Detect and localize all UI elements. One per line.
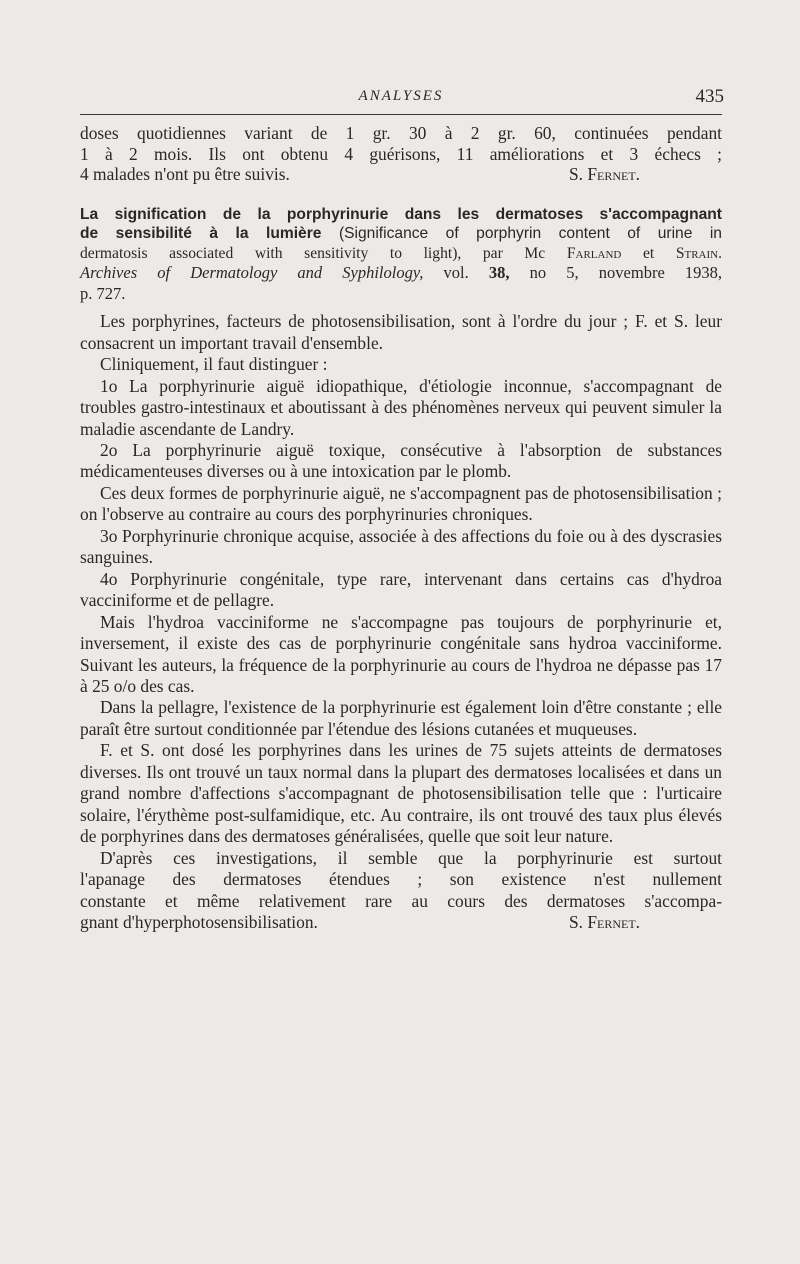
author-name: Farland	[566, 244, 622, 262]
text-line: doses quotidiennes variant de 1 gr. 30 à 2 gr. 60, continuées pendant	[80, 123, 722, 143]
volume-number: 38,	[488, 263, 510, 283]
article-title-line: de sensibilité à la lumière (Significance of porphyrin content of urine in	[80, 225, 722, 243]
body-paragraph: Ces deux formes de porphyrinurie aiguë, ne s'accompagnent pas de photosensibilisation ; on l'observe au contraire au cours des porphyrinuries chroniques.	[80, 482, 722, 525]
body-paragraph: F. et S. ont dosé les porphyrines dans les urines de 75 sujets atteints de dermatoses diverses. Ils ont trouvé un taux normal dans la plupart des dermatoses localisées et dans un grand nombre d'affections s'accompagnant de photosensibilisation telle que : l'urticaire solaire, l'érythème post-sulfamidique, etc. Au contraire, ils ont trouvé des taux plus élevés de porphyrines dans des dermatoses généralisées, quelle que soit leur nature.	[80, 740, 722, 847]
page-number: 435	[695, 86, 724, 107]
closing-paragraph	[80, 848, 722, 933]
text-line: D'après ces investigations, il semble que la porphyrinurie est surtout	[100, 847, 722, 868]
signature-line	[80, 164, 722, 185]
document-page	[80, 88, 722, 933]
article-subtitle: dermatosis associated with sensitivity to light), par Mc Farland et Strain.	[80, 244, 723, 262]
body-paragraph: 1o La porphyrinurie aiguë idiopathique, d'étiologie inconnue, s'accompagnant de troubles gastro-intestinaux et aboutissant à des phénomènes nerveux qui peuvent simuler la maladie ascendante de Landry.	[80, 375, 722, 439]
page-reference: p. 727.	[80, 284, 126, 304]
body-paragraph: Cliniquement, il faut distinguer :	[100, 354, 328, 375]
header-rule	[80, 114, 722, 115]
article-heading	[80, 205, 722, 306]
signature: S. Fernet.	[568, 911, 640, 932]
intro-paragraph	[80, 123, 722, 185]
text-line: gnant d'hyperphotosensibilisation.	[80, 911, 318, 932]
article-body	[80, 311, 722, 932]
body-paragraph: Mais l'hydroa vacciniforme ne s'accompagne pas toujours de porphyrinurie et, inversement, il existe des cas de porphyrinurie congénitale sans hydroa vacciniforme. Suivant les auteurs, la fréquence de la porphyrinurie au cours de l'hydroa ne dépasse pas 17 à 25 o/o des cas.	[80, 611, 722, 696]
signature: S. Fernet.	[568, 164, 640, 185]
journal-citation: Archives of Dermatology and Syphilology, vol. 38, no 5, novembre 1938,	[80, 263, 723, 283]
page-header	[80, 88, 722, 114]
text-line: 1 à 2 mois. Ils ont obtenu 4 guérisons, 11 améliorations et 3 échecs ;	[80, 143, 722, 164]
text-line: l'apanage des dermatoses étendues ; son existence n'est nullement	[80, 869, 722, 890]
text-line: 4 malades n'ont pu être suivis.	[80, 164, 290, 185]
body-paragraph: 2o La porphyrinurie aiguë toxique, consécutive à l'absorption de substances médicamenteuses diverses ou à une intoxication par le plomb.	[80, 440, 722, 482]
author-name: Strain.	[675, 244, 723, 262]
body-paragraph: 4o Porphyrinurie congénitale, type rare, intervenant dans certains cas d'hydroa vacciniforme et de pellagre.	[80, 568, 722, 611]
journal-name: Archives of Dermatology and Syphilology,	[80, 263, 424, 283]
body-paragraph: Les porphyrines, facteurs de photosensibilisation, sont à l'ordre du jour ; F. et S. leur consacrent un important travail d'ensemble.	[80, 311, 722, 353]
running-title: ANALYSES	[358, 88, 444, 104]
signature-line	[80, 912, 722, 933]
text-line: constante et même relativement rare au cours des dermatoses s'accompa-	[80, 890, 722, 911]
body-paragraph: Dans la pellagre, l'existence de la porphyrinurie est également loin d'être constante ; elle paraît être surtout conditionnée par l'étendue des lésions cutanées et muqueuses.	[80, 697, 722, 739]
body-paragraph: 3o Porphyrinurie chronique acquise, associée à des affections du foie ou à des dyscrasies sanguines.	[80, 525, 722, 568]
article-title-line: La signification de la porphyrinurie dans les dermatoses s'accompagnant	[80, 205, 722, 223]
